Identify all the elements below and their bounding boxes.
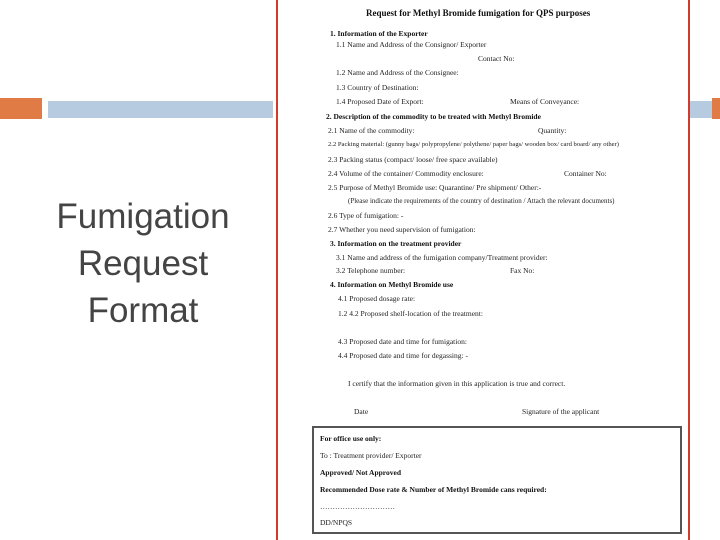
office-heading: For office use only: — [320, 434, 382, 443]
form-title: Request for Methyl Bromide fumigation for QPS purposes — [366, 8, 591, 18]
section-1-heading: 1. Information of the Exporter — [330, 29, 428, 38]
slide-title — [18, 193, 268, 334]
field-treatment-provider: 3.1 Name and address of the fumigation company/Treatment provider: — [336, 253, 548, 262]
field-contact-no: Contact No: — [478, 54, 515, 63]
field-fumigation-type: 2.6 Type of fumigation: - — [328, 211, 404, 220]
field-fumigation-datetime: 4.3 Proposed date and time for fumigation: — [338, 337, 467, 346]
field-container-no: Container No: — [564, 169, 607, 178]
field-telephone: 3.2 Telephone number: — [336, 266, 406, 275]
section-4-heading: 4. Information on Methyl Bromide use — [330, 280, 454, 289]
office-approval: Approved/ Not Approved — [320, 468, 401, 477]
field-supervision: 2.7 Whether you need supervision of fumigation: — [328, 225, 476, 234]
field-volume: 2.4 Volume of the container/ Commodity enclosure: — [328, 169, 484, 178]
request-form-document — [276, 0, 690, 540]
header-bar-left — [48, 101, 273, 118]
slide-title-line: Format — [87, 291, 199, 330]
certification-statement: I certify that the information given in this application is true and correct. — [348, 379, 566, 388]
field-conveyance: Means of Conveyance: — [510, 97, 580, 106]
signature-label: Signature of the applicant — [522, 407, 600, 416]
office-ddnpqs: DD/NPQS — [320, 518, 353, 527]
field-dosage: 4.1 Proposed dosage rate: — [338, 294, 416, 303]
field-packing-material: 2.2 Packing material: (gunny bags/ polypropylene/ polythene/ paper bags/ wooden box/ card board/ any other) — [328, 141, 619, 148]
slide-title-line: Request — [77, 244, 209, 283]
section-3-heading: 3. Information on the treatment provider — [330, 239, 462, 248]
purpose-note: (Please indicate the requirements of the country of destination / Attach the relevant documents) — [348, 197, 615, 205]
office-to: To : Treatment provider/ Exporter — [320, 451, 422, 460]
field-degassing-datetime: 4.4 Proposed date and time for degassing: - — [338, 351, 468, 360]
office-dots: ………………………… — [320, 502, 395, 511]
accent-block-left — [0, 98, 42, 119]
office-recommended: Recommended Dose rate & Number of Methyl Bromide cans required: — [320, 485, 547, 494]
date-label: Date — [354, 407, 369, 416]
section-2-heading: 2. Description of the commodity to be treated with Methyl Bromide — [326, 112, 541, 121]
field-packing-status: 2.3 Packing status (compact/ loose/ free space available) — [328, 155, 498, 164]
field-shelf-location: 1.2 4.2 Proposed shelf-location of the treatment: — [338, 309, 483, 318]
field-quantity: Quantity: — [538, 126, 567, 135]
field-fax: Fax No: — [510, 266, 535, 275]
field-export-date: 1.4 Proposed Date of Export: — [336, 97, 424, 106]
field-consignor: 1.1 Name and Address of the Consignor/ Exporter — [336, 40, 487, 49]
field-commodity: 2.1 Name of the commodity: — [328, 126, 415, 135]
field-destination: 1.3 Country of Destination: — [336, 83, 419, 92]
field-consignee: 1.2 Name and Address of the Consignee: — [336, 68, 459, 77]
slide-title-line: Fumigation — [56, 197, 230, 236]
accent-block-right — [712, 98, 720, 119]
field-purpose: 2.5 Purpose of Methyl Bromide use: Quarantine/ Pre shipment/ Other:- — [328, 183, 542, 192]
office-use-box — [312, 426, 682, 534]
